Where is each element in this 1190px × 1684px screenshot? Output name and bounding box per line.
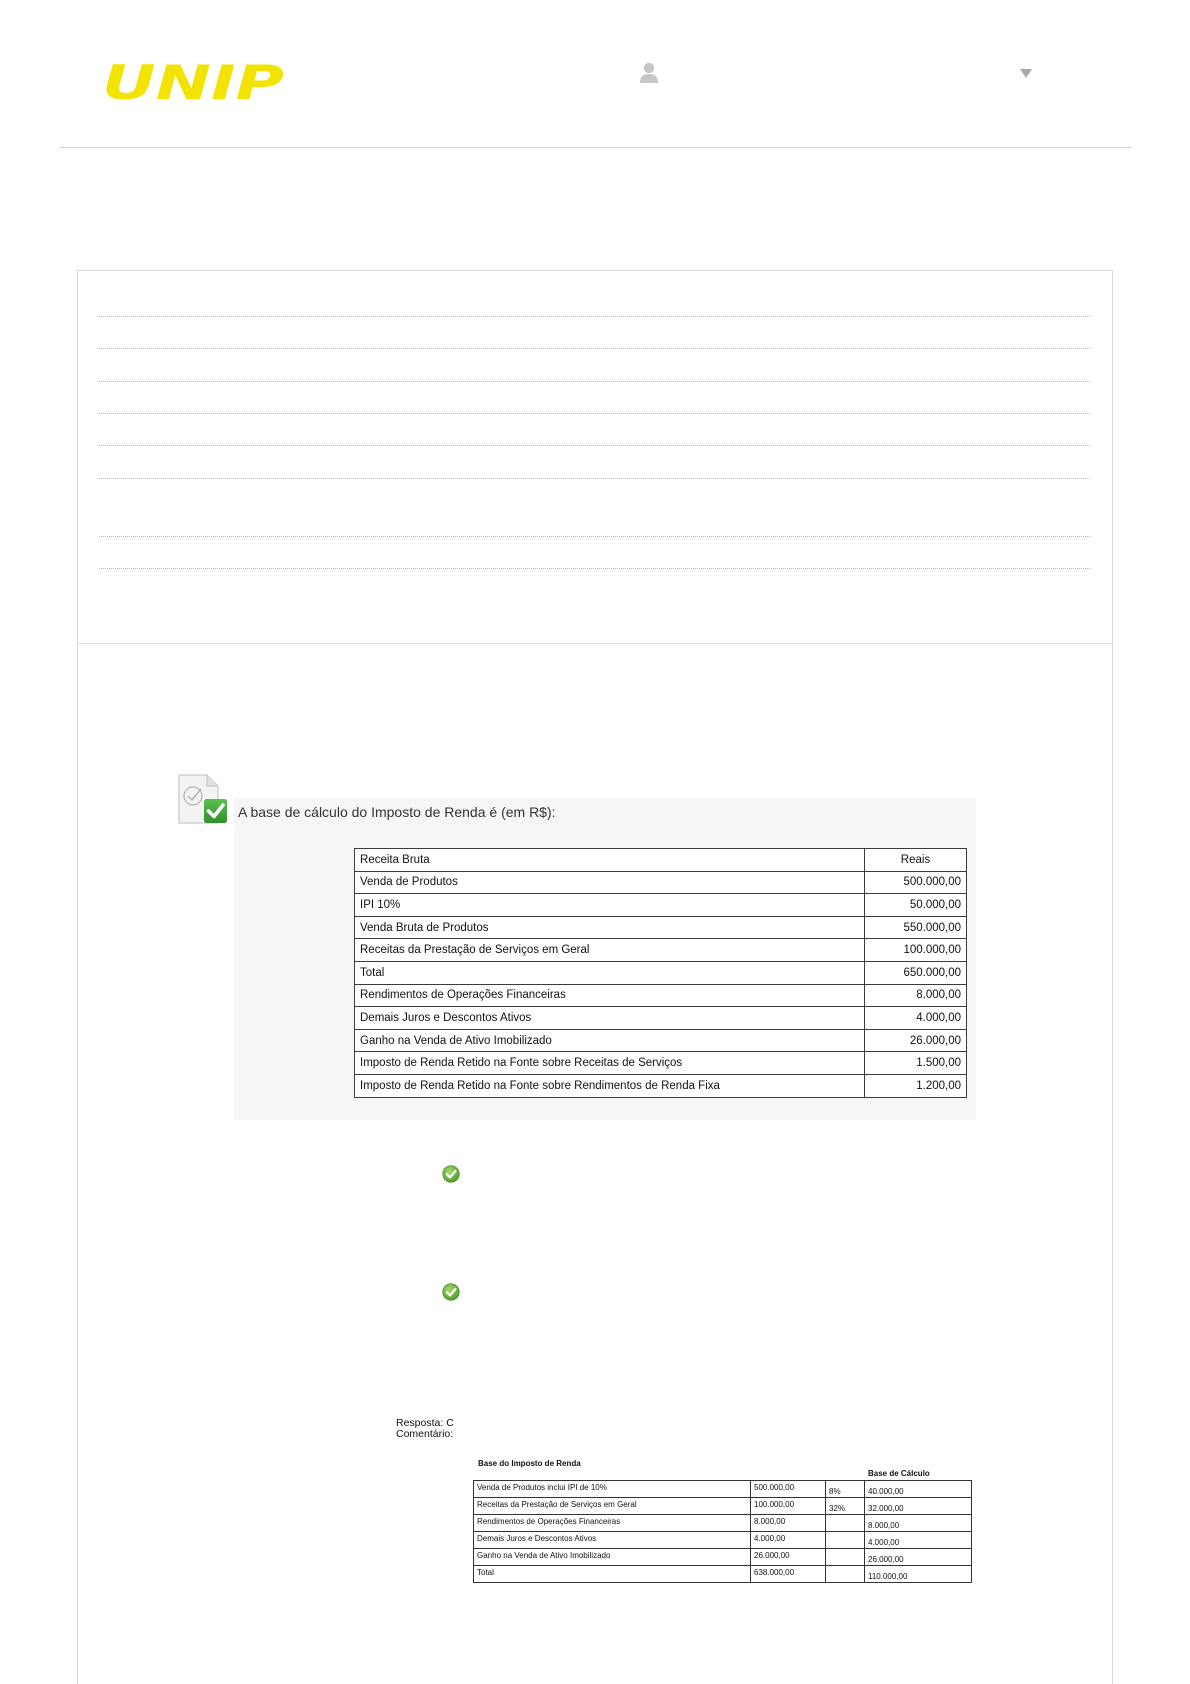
row-base: 32.000,00 <box>865 1498 972 1515</box>
dotted-line <box>99 413 1090 414</box>
row-label: Demais Juros e Descontos Ativos <box>474 1532 751 1549</box>
table-row <box>355 871 967 894</box>
user-menu[interactable] <box>636 60 1036 88</box>
column-header: Reais <box>865 849 967 872</box>
row-label: Total <box>355 961 865 984</box>
logo-text: UNIP <box>102 60 284 104</box>
row-base: 110.000,00 <box>865 1566 972 1583</box>
unip-logo[interactable] <box>100 60 290 104</box>
row-label: Venda Bruta de Produtos <box>355 916 865 939</box>
dotted-line <box>99 568 1090 569</box>
row-label: Imposto de Renda Retido na Fonte sobre Receitas de Serviços <box>355 1052 865 1075</box>
header-divider <box>59 147 1131 148</box>
table-row <box>474 1515 972 1532</box>
row-rate: 8% <box>826 1481 865 1498</box>
user-icon <box>639 62 659 84</box>
row-value: 4.000,00 <box>865 1007 967 1030</box>
dotted-line <box>99 348 1090 349</box>
dotted-line <box>99 445 1090 446</box>
base-column-header: Base de Cálculo <box>868 1469 930 1478</box>
row-label: Venda de Produtos <box>355 871 865 894</box>
row-label: Receitas da Prestação de Serviços em Geral <box>355 939 865 962</box>
tax-base-table <box>473 1480 972 1583</box>
table-row <box>355 1007 967 1030</box>
dotted-line <box>99 536 1090 537</box>
row-value: 638.000,00 <box>751 1566 826 1583</box>
row-value: 650.000,00 <box>865 961 967 984</box>
row-label: Venda de Produtos inclui IPI de 10% <box>474 1481 751 1498</box>
dotted-line <box>99 478 1090 479</box>
table-row <box>474 1481 972 1498</box>
row-base: 8.000,00 <box>865 1515 972 1532</box>
row-rate <box>826 1532 865 1549</box>
row-label: Receitas da Prestação de Serviços em Geral <box>474 1498 751 1515</box>
row-value: 8.000,00 <box>751 1515 826 1532</box>
row-label: Ganho na Venda de Ativo Imobilizado <box>474 1549 751 1566</box>
table-row <box>355 1074 967 1097</box>
answer-text: Resposta: C <box>396 1417 454 1429</box>
row-label: Ganho na Venda de Ativo Imobilizado <box>355 1029 865 1052</box>
row-value: 500.000,00 <box>865 871 967 894</box>
row-label: Rendimentos de Operações Financeiras <box>355 984 865 1007</box>
table-row <box>474 1549 972 1566</box>
row-base: 4.000,00 <box>865 1532 972 1549</box>
row-rate <box>826 1515 865 1532</box>
caret-down-icon[interactable] <box>1020 69 1032 78</box>
row-base: 26.000,00 <box>865 1549 972 1566</box>
table-row <box>355 894 967 917</box>
row-value: 1.200,00 <box>865 1074 967 1097</box>
question-text: A base de cálculo do Imposto de Renda é (em R$): <box>238 804 556 820</box>
comment-label: Comentário: <box>396 1428 454 1440</box>
column-header: Receita Bruta <box>355 849 865 872</box>
row-label: Demais Juros e Descontos Ativos <box>355 1007 865 1030</box>
table-row <box>474 1498 972 1515</box>
row-value: 500.000,00 <box>751 1481 826 1498</box>
row-value: 8.000,00 <box>865 984 967 1007</box>
row-label: Rendimentos de Operações Financeiras <box>474 1515 751 1532</box>
row-label: Total <box>474 1566 751 1583</box>
row-rate: 32% <box>826 1498 865 1515</box>
table-row <box>355 1052 967 1075</box>
table-row <box>355 984 967 1007</box>
panel-divider <box>77 643 1113 644</box>
feedback <box>396 1418 454 1440</box>
row-value: 50.000,00 <box>865 894 967 917</box>
table-row <box>474 1566 972 1583</box>
row-label: IPI 10% <box>355 894 865 917</box>
row-label: Imposto de Renda Retido na Fonte sobre Rendimentos de Renda Fixa <box>355 1074 865 1097</box>
row-value: 550.000,00 <box>865 916 967 939</box>
table-row <box>474 1532 972 1549</box>
table-row <box>355 916 967 939</box>
row-value: 26.000,00 <box>751 1549 826 1566</box>
row-value: 4.000,00 <box>751 1532 826 1549</box>
row-value: 100.000,00 <box>751 1498 826 1515</box>
row-value: 1.500,00 <box>865 1052 967 1075</box>
table-header-row <box>355 849 967 872</box>
question-correct-icon <box>175 772 229 826</box>
check-circle-icon <box>442 1165 460 1183</box>
row-base: 40.000,00 <box>865 1481 972 1498</box>
dotted-line <box>99 381 1090 382</box>
row-rate <box>826 1566 865 1583</box>
dotted-line <box>99 316 1090 317</box>
check-circle-icon <box>442 1283 460 1301</box>
row-rate <box>826 1549 865 1566</box>
table-row <box>355 961 967 984</box>
row-value: 26.000,00 <box>865 1029 967 1052</box>
row-value: 100.000,00 <box>865 939 967 962</box>
tax-base-title: Base do Imposto de Renda <box>478 1459 581 1468</box>
revenue-table <box>354 848 967 1098</box>
table-row <box>355 1029 967 1052</box>
table-row <box>355 939 967 962</box>
